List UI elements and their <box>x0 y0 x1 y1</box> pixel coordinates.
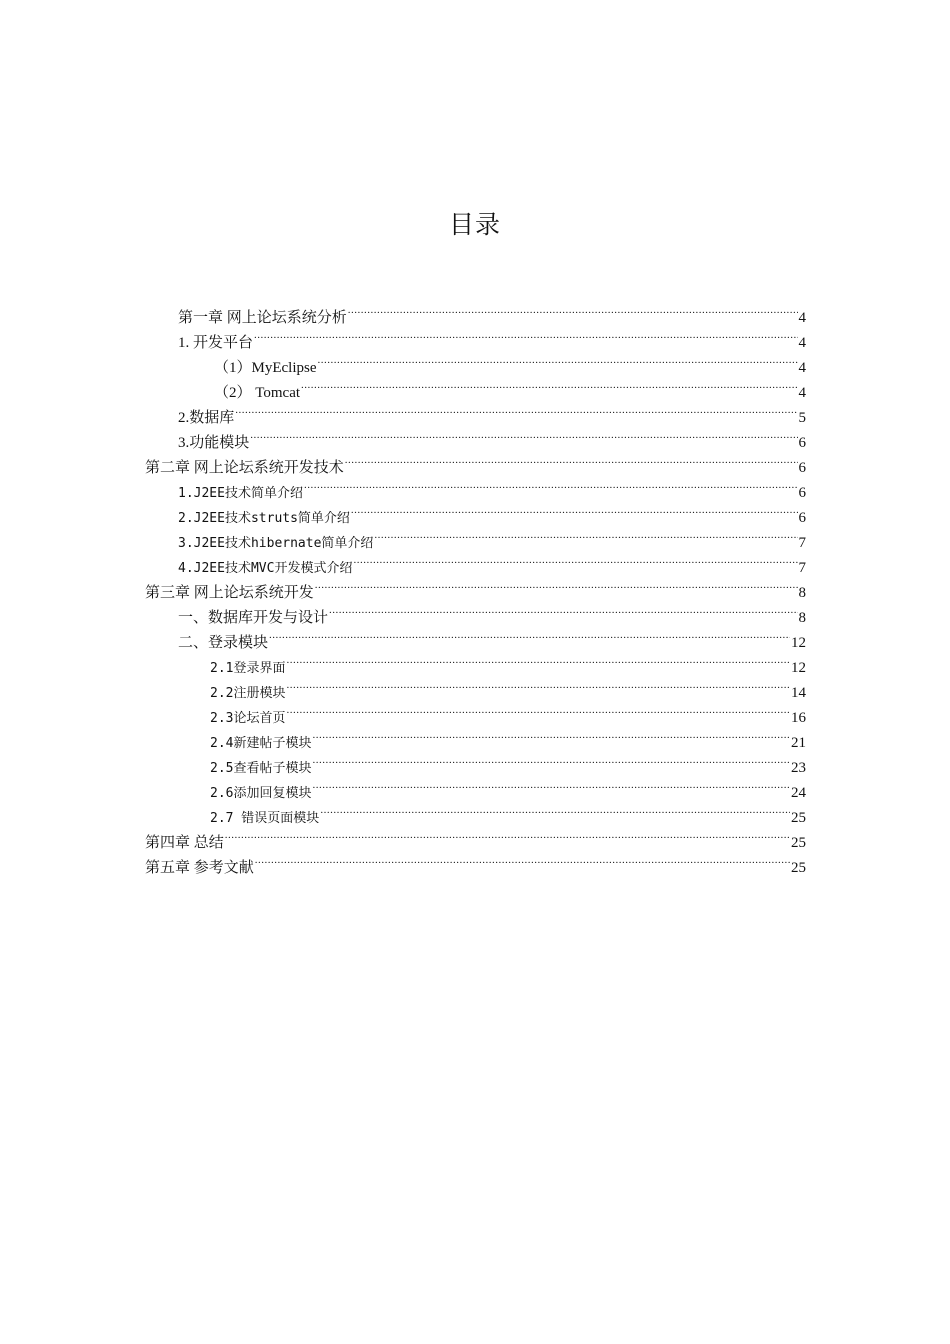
dot-leader <box>249 423 797 447</box>
toc-entry-label: （2） Tomcat <box>214 385 301 401</box>
toc-entry-label: 2.7 错误页面模块 <box>210 811 320 826</box>
toc-entry-2-4[interactable] <box>178 548 806 576</box>
toc-entry-page: 14 <box>791 685 806 701</box>
toc-entry-chapter-4[interactable] <box>145 823 806 851</box>
toc-entry-label: 1.J2EE技术简单介绍 <box>178 486 303 501</box>
toc-entry-3-1[interactable] <box>178 598 806 626</box>
toc-entry-label: 2.J2EE技术struts简单介绍 <box>178 511 350 526</box>
dot-leader <box>344 448 798 472</box>
toc-entry-1-3[interactable] <box>178 423 806 451</box>
toc-entry-page: 25 <box>791 835 806 851</box>
dot-leader <box>268 623 790 647</box>
toc-entry-label: （1）MyEclipse <box>214 360 317 376</box>
toc-entry-page: 4 <box>798 385 806 401</box>
dot-leader <box>347 298 798 322</box>
toc-entry-2-2[interactable] <box>178 498 806 526</box>
toc-entry-label: 4.J2EE技术MVC开发模式介绍 <box>178 561 353 576</box>
toc-entry-chapter-1[interactable] <box>178 298 806 326</box>
dot-leader <box>311 723 790 747</box>
toc-entry-page: 7 <box>798 560 806 576</box>
toc-entry-page: 7 <box>798 535 806 551</box>
dot-leader <box>352 548 797 572</box>
toc-entry-label: 2.2注册模块 <box>210 686 286 701</box>
dot-leader <box>314 573 798 597</box>
toc-entry-label: 二、登录模块 <box>178 635 269 651</box>
toc-entry-3-2-4[interactable] <box>210 723 806 751</box>
toc-entry-label: 2.数据库 <box>178 410 235 426</box>
toc-entry-page: 12 <box>791 635 806 651</box>
toc-entry-3-2-7[interactable] <box>210 798 806 826</box>
toc-entry-label: 3.功能模块 <box>178 435 250 451</box>
dot-leader <box>285 698 790 722</box>
toc-entry-page: 6 <box>798 510 806 526</box>
toc-entry-page: 12 <box>791 660 806 676</box>
dot-leader <box>317 348 798 372</box>
toc-entry-3-2-3[interactable] <box>210 698 806 726</box>
toc-entry-page: 25 <box>791 860 806 876</box>
toc-entry-page: 4 <box>798 360 806 376</box>
toc-entry-1-1-2[interactable] <box>214 373 806 401</box>
toc-entry-page: 16 <box>791 710 806 726</box>
dot-leader <box>319 798 790 822</box>
toc-entry-page: 4 <box>798 310 806 326</box>
toc-entry-page: 6 <box>798 460 806 476</box>
dot-leader <box>350 498 798 522</box>
dot-leader <box>224 823 790 847</box>
toc-entry-label: 2.3论坛首页 <box>210 711 286 726</box>
toc-entry-page: 23 <box>791 760 806 776</box>
toc-entry-label: 1. 开发平台 <box>178 335 254 351</box>
dot-leader <box>254 848 790 872</box>
toc-entry-label: 第一章 网上论坛系统分析 <box>178 310 347 326</box>
dot-leader <box>311 748 790 772</box>
toc-entry-label: 第三章 网上论坛系统开发 <box>145 585 314 601</box>
toc-entry-chapter-2[interactable] <box>145 448 806 476</box>
toc-entry-chapter-3[interactable] <box>145 573 806 601</box>
toc-entry-label: 第二章 网上论坛系统开发技术 <box>145 460 344 476</box>
toc-entry-3-2-1[interactable] <box>210 648 806 676</box>
dot-leader <box>285 648 790 672</box>
dot-leader <box>234 398 797 422</box>
toc-entry-3-2-6[interactable] <box>210 773 806 801</box>
toc-entry-page: 8 <box>798 585 806 601</box>
toc-entry-1-2[interactable] <box>178 398 806 426</box>
toc-entry-2-1[interactable] <box>178 473 806 501</box>
toc-entry-label: 2.6添加回复模块 <box>210 786 312 801</box>
toc-entry-label: 一、数据库开发与设计 <box>178 610 329 626</box>
dot-leader <box>373 523 797 547</box>
toc-entry-1-1[interactable] <box>178 323 806 351</box>
toc-entry-label: 2.1登录界面 <box>210 661 286 676</box>
toc-entry-page: 5 <box>798 410 806 426</box>
toc-entry-label: 2.4新建帖子模块 <box>210 736 312 751</box>
toc-entry-page: 21 <box>791 735 806 751</box>
toc-entry-1-1-1[interactable] <box>214 348 806 376</box>
toc-entry-page: 8 <box>798 610 806 626</box>
toc-entry-page: 25 <box>791 810 806 826</box>
toc-entry-3-2-2[interactable] <box>210 673 806 701</box>
toc-entry-label: 2.5查看帖子模块 <box>210 761 312 776</box>
toc-entry-label: 第五章 参考文献 <box>145 860 254 876</box>
toc-entry-page: 24 <box>791 785 806 801</box>
toc-entry-2-3[interactable] <box>178 523 806 551</box>
toc-entry-page: 6 <box>798 485 806 501</box>
dot-leader <box>285 673 790 697</box>
toc-entry-3-2[interactable] <box>178 623 806 651</box>
dot-leader <box>303 473 798 497</box>
toc-entry-page: 6 <box>798 435 806 451</box>
dot-leader <box>328 598 797 622</box>
toc-entry-label: 第四章 总结 <box>145 835 224 851</box>
toc-entry-label: 3.J2EE技术hibernate简单介绍 <box>178 536 374 551</box>
dot-leader <box>300 373 797 397</box>
toc-entry-3-2-5[interactable] <box>210 748 806 776</box>
toc-entry-chapter-5[interactable] <box>145 848 806 876</box>
dot-leader <box>311 773 790 797</box>
toc-entry-page: 4 <box>798 335 806 351</box>
dot-leader <box>253 323 797 347</box>
toc-title: 目录 <box>448 210 501 239</box>
